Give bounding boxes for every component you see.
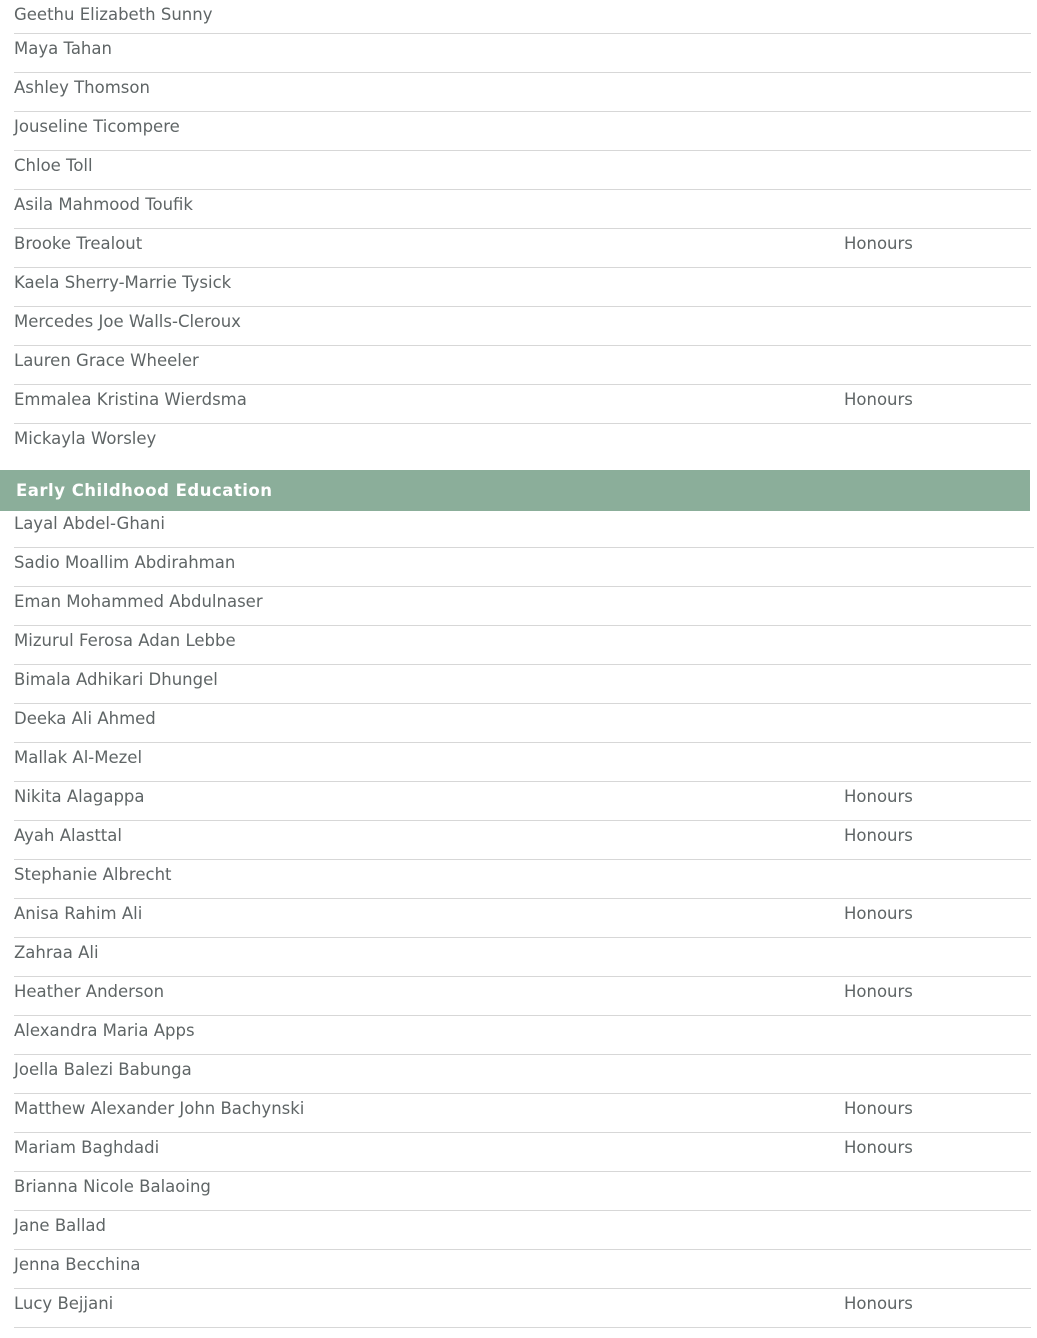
list-item [14,1094,1031,1133]
graduate-name: Mariam Baghdadi [14,1138,160,1157]
graduate-name: Ashley Thomson [14,78,150,97]
list-item [14,1016,1031,1055]
list-item [14,1055,1031,1094]
list-item [14,385,1031,424]
graduate-name: Zahraa Ali [14,943,99,962]
graduate-name: Deeka Ali Ahmed [14,709,156,728]
list-item [14,587,1031,626]
list-item [14,1133,1031,1172]
list-item [14,0,1031,34]
list-item [14,1289,1031,1328]
graduate-name: Lauren Grace Wheeler [14,351,199,370]
list-item [14,1172,1031,1211]
list-item [14,821,1031,860]
list-item [14,229,1031,268]
list-item [14,190,1031,229]
graduate-name: Jouseline Ticompere [14,117,180,136]
graduate-name: Mallak Al-Mezel [14,748,143,767]
graduate-name: Geethu Elizabeth Sunny [14,5,213,24]
honours-label: Honours [844,787,913,806]
honours-label: Honours [844,390,913,409]
list-item [14,938,1031,977]
graduate-name: Mizurul Ferosa Adan Lebbe [14,631,236,650]
graduate-name: Stephanie Albrecht [14,865,172,884]
list-item [14,548,1031,587]
list-item [14,346,1031,385]
graduate-name: Kaela Sherry-Marrie Tysick [14,273,232,292]
honours-label: Honours [844,826,913,845]
graduate-name: Eman Mohammed Abdulnaser [14,592,263,611]
graduate-name: Emmalea Kristina Wierdsma [14,390,247,409]
graduate-list-previous-program [0,0,1037,463]
list-item [14,151,1031,190]
graduate-name: Joella Balezi Babunga [14,1060,192,1079]
list-item [14,307,1031,346]
list-item [14,665,1031,704]
list-item [14,1250,1031,1289]
graduate-name: Heather Anderson [14,982,165,1001]
list-item [14,509,1034,548]
list-item [14,977,1031,1016]
list-item [14,34,1031,73]
list-item [14,626,1031,665]
list-item [14,704,1031,743]
list-item [14,1211,1031,1250]
list-item [14,112,1031,151]
honours-label: Honours [844,1138,913,1157]
graduate-list-early-childhood-education [0,509,1037,1328]
program-section-header [0,470,1030,511]
list-item [14,899,1031,938]
honours-label: Honours [844,234,913,253]
list-item [14,73,1031,112]
list-item [14,782,1031,821]
graduate-name: Nikita Alagappa [14,787,145,806]
graduate-name: Brooke Trealout [14,234,143,253]
graduate-name: Layal Abdel-Ghani [14,514,165,533]
list-item [14,268,1031,307]
graduate-name: Jane Ballad [14,1216,107,1235]
list-item [14,743,1031,782]
graduate-name: Jenna Becchina [14,1255,141,1274]
graduate-name: Alexandra Maria Apps [14,1021,195,1040]
honours-label: Honours [844,1294,913,1313]
graduate-name: Mercedes Joe Walls-Cleroux [14,312,241,331]
graduate-name: Sadio Moallim Abdirahman [14,553,236,572]
graduate-name: Chloe Toll [14,156,93,175]
graduate-name: Brianna Nicole Balaoing [14,1177,211,1196]
honours-label: Honours [844,904,913,923]
honours-label: Honours [844,1099,913,1118]
graduate-name: Anisa Rahim Ali [14,904,143,923]
graduate-name: Matthew Alexander John Bachynski [14,1099,305,1118]
graduate-name: Lucy Bejjani [14,1294,114,1313]
graduate-name: Mickayla Worsley [14,429,157,448]
honours-label: Honours [844,982,913,1001]
graduate-name: Ayah Alasttal [14,826,122,845]
list-item [14,424,1031,463]
list-item [14,860,1031,899]
section-title: Early Childhood Education [16,481,273,500]
graduate-name: Asila Mahmood Toufik [14,195,193,214]
graduate-name: Maya Tahan [14,39,112,58]
graduate-name: Bimala Adhikari Dhungel [14,670,218,689]
